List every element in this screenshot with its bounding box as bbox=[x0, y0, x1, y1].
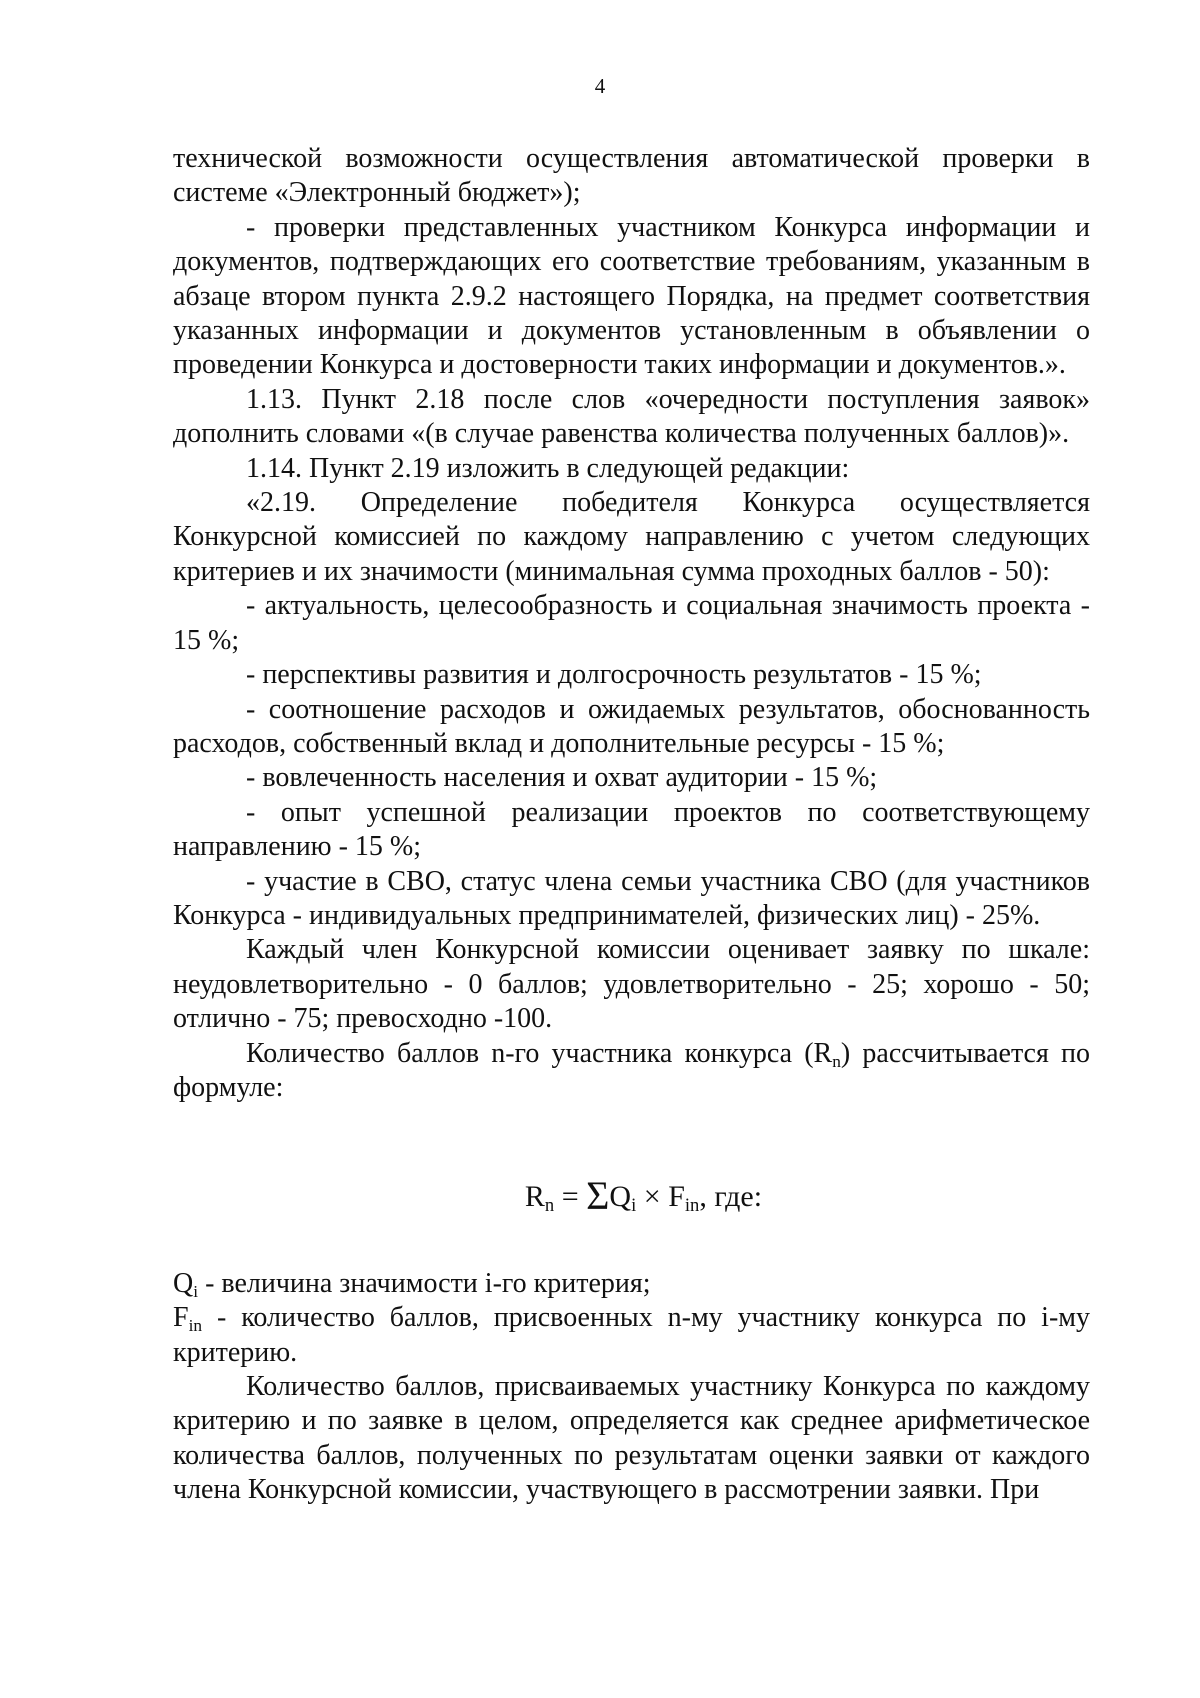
definition-q-subscript: i bbox=[193, 1281, 199, 1301]
definition-f-text: - количество баллов, присвоенных n-му участнику конкурса по i-му критерию. bbox=[173, 1302, 1090, 1368]
criterion-experience: - опыт успешной реализации проектов по соответствующему направлению - 15 %; bbox=[173, 796, 1090, 863]
definition-q bbox=[173, 1267, 1090, 1301]
definition-q-symbol: Q bbox=[173, 1267, 194, 1299]
criterion-relevance: - актуальность, целесообразность и социальная значимость проекта - 15 %; bbox=[173, 590, 1090, 656]
formula-intro-after: ) рассчитывается по формуле: bbox=[173, 1037, 1090, 1103]
definition-q-text: - величина значимости i-го критерия; bbox=[198, 1267, 651, 1299]
formula-q: Q bbox=[609, 1180, 632, 1214]
formula-r: R bbox=[524, 1180, 545, 1214]
document-body bbox=[173, 142, 1090, 1508]
criterion-costs: - соотношение расходов и ожидаемых результатов, обоснованность расходов, собственный вклад и дополнительные ресурсы - 15 %; bbox=[173, 693, 1090, 759]
page-number: 4 bbox=[594, 74, 606, 98]
formula-r-subscript: n bbox=[544, 1195, 555, 1217]
definition-f-symbol: F bbox=[173, 1302, 189, 1334]
formula-intro bbox=[173, 1037, 1090, 1106]
paragraph-2: - проверки представленных участником Конкурса информации и документов, подтверждающих его соответствие требованиям, указанным в абзаце втором пункта 2.9.2 настоящего Порядка, на предмет соответствия указанных информации и документов установленным в объявлении о проведении Конкурса и достоверности таких информации и документов.». bbox=[173, 211, 1090, 381]
criterion-involvement: - вовлеченность населения и охват аудитории - 15 %; bbox=[246, 762, 878, 794]
paragraph-1: технической возможности осуществления автоматической проверки в системе «Электронный бюджет»); bbox=[173, 143, 1090, 209]
formula-intro-subscript: n bbox=[832, 1051, 841, 1071]
formula-tail: , где: bbox=[699, 1180, 763, 1214]
definition-f bbox=[173, 1301, 1090, 1370]
formula-times: × bbox=[636, 1180, 669, 1214]
paragraph-4: 1.14. Пункт 2.19 изложить в следующей редакции: bbox=[246, 452, 850, 484]
scoring-scale-paragraph: Каждый член Конкурсной комиссии оценивает заявку по шкале: неудовлетворительно - 0 баллов; удовлетворительно - 25; хорошо - 50; отлично - 75; превосходно -100. bbox=[173, 934, 1090, 1035]
formula-equals: = bbox=[554, 1180, 587, 1214]
formula-intro-before: Количество баллов n-го участника конкурса (R bbox=[246, 1037, 833, 1069]
sum-symbol: Σ bbox=[586, 1173, 610, 1219]
paragraph-3: 1.13. Пункт 2.18 после слов «очередности поступления заявок» дополнить словами «(в случае равенства количества полученных баллов)». bbox=[173, 383, 1090, 450]
formula-f: F bbox=[668, 1180, 685, 1214]
formula bbox=[173, 1173, 1090, 1219]
criterion-svo: - участие в СВО, статус члена семьи участника СВО (для участников Конкурса - индивидуальных предпринимателей, физических лиц) - 25%. bbox=[173, 865, 1090, 931]
definition-f-subscript: in bbox=[188, 1316, 203, 1336]
formula-f-subscript: in bbox=[684, 1195, 700, 1217]
criterion-prospects: - перспективы развития и долгосрочность результатов - 15 %; bbox=[246, 659, 982, 691]
closing-paragraph: Количество баллов, присваиваемых участнику Конкурса по каждому критерию и по заявке в целом, определяется как среднее арифметическое количества баллов, полученных по результатам оценки заявки от каждого члена Конкурсной комиссии, участвующего в рассмотрении заявки. При bbox=[173, 1371, 1090, 1506]
formula-q-subscript: i bbox=[631, 1195, 637, 1217]
paragraph-5: «2.19. Определение победителя Конкурса осуществляется Конкурсной комиссией по каждому направлению с учетом следующих критериев и их значимости (минимальная сумма проходных баллов - 50): bbox=[173, 487, 1090, 587]
